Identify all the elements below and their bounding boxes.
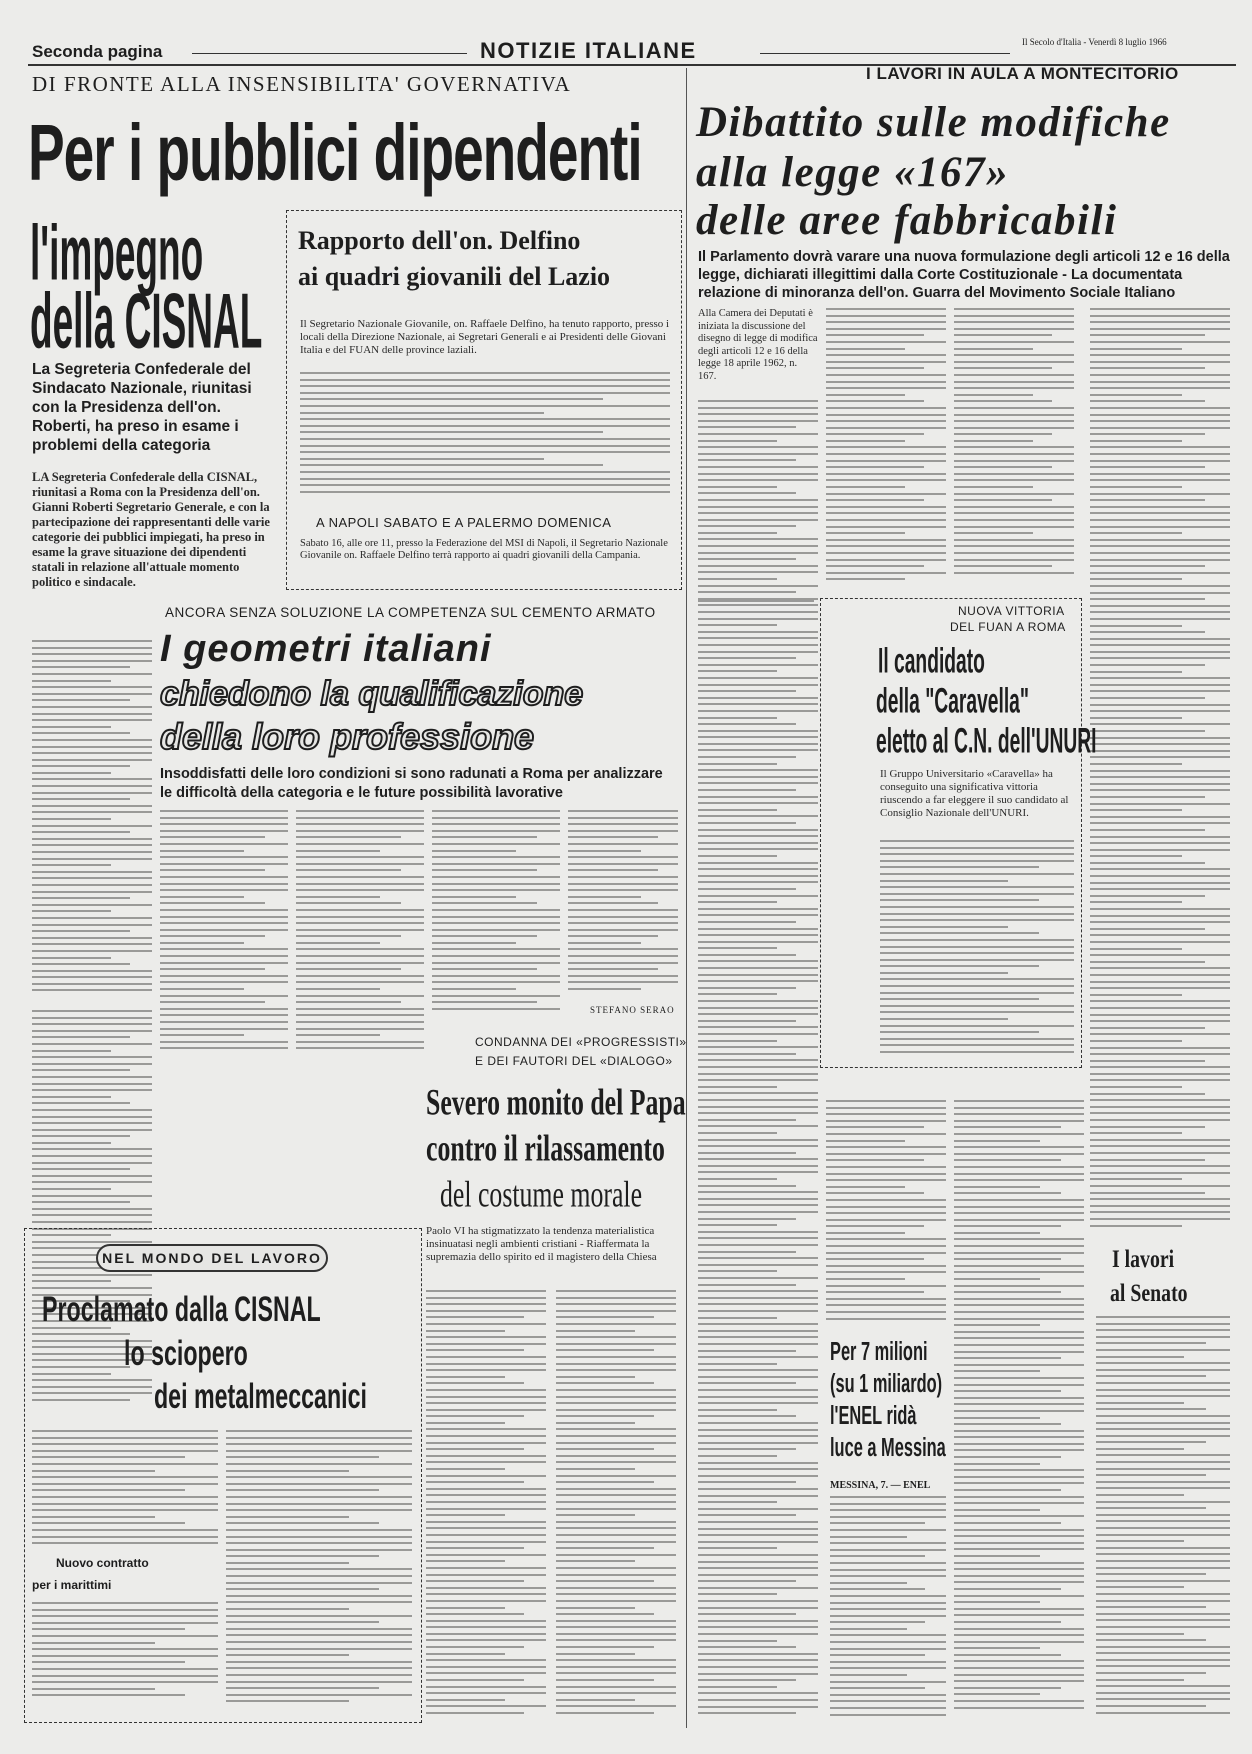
fuan-body-text — [880, 840, 1074, 1060]
papa-deck: Paolo VI ha stigmatizzato la tendenza materialistica insinuatasi negli ambienti cristiani - Riaffermata la supremazia dello spirito ed il magistero della Chiesa — [426, 1225, 657, 1263]
geometri-body-col3 — [432, 810, 560, 1020]
fuan-headline: Il candidato — [878, 640, 985, 681]
masthead-left-label: Seconda pagina — [32, 42, 163, 61]
enel-headline-line2: (su 1 miliardo) — [830, 1370, 943, 1399]
camera-body-col2 — [826, 308, 946, 588]
camera-body-col4 — [1090, 308, 1230, 1238]
fuan-headline-line2: della "Caravella" — [876, 680, 1030, 721]
senato-headline-line2: al Senato — [1110, 1278, 1188, 1307]
delfino-headline-line2: ai quadri giovanili del Lazio — [298, 262, 611, 291]
metalmeccanici-headline: Proclamato dalla CISNAL — [42, 1290, 321, 1329]
camera-body-col3 — [954, 308, 1074, 583]
delfino-sub-body: Sabato 16, alle ore 11, presso la Federazione del MSI di Napoli, il Segretario Nazionale Giovanile on. Raffaele Delfino terrà rapporto ai quadri giovanili della Campania. — [300, 538, 668, 561]
metalmeccanici-body-col2 — [226, 1430, 412, 1712]
cisnal-kicker: DI FRONTE ALLA INSENSIBILITA' GOVERNATIVA — [32, 72, 572, 96]
papa-headline-line2: contro il rilassamento — [426, 1128, 665, 1170]
center-column-rule — [686, 68, 687, 1728]
enel-body-text — [830, 1496, 946, 1721]
geometri-headline-line3: della loro professione — [160, 716, 535, 757]
metalmeccanici-headline-line3: dei metalmeccanici — [154, 1377, 367, 1416]
fuan-kicker-line2: DEL FUAN A ROMA — [950, 620, 1066, 634]
metalmeccanici-body-col1 — [32, 1430, 218, 1550]
cisnal-deck: La Segreteria Confederale del Sindacato Nazionale, riunitasi con la Presidenza dell'on. Roberti, ha preso in esame i problemi della categoria — [32, 361, 252, 454]
papa-headline: Severo monito del Papa — [426, 1082, 686, 1124]
papa-headline-line3: del costume morale — [440, 1174, 643, 1216]
senato-body-text — [1096, 1316, 1230, 1721]
papa-kicker-line2: E DEI FAUTORI DEL «DIALOGO» — [475, 1054, 673, 1068]
camera-headline: Dibattito sulle modifiche — [696, 99, 1171, 146]
enel-headline: Per 7 milioni — [830, 1338, 928, 1367]
cisnal-body-text — [32, 640, 152, 1000]
fuan-body-lead: Il Gruppo Universitario «Caravella» ha conseguito una significativa vittoria riuscendo a far eleggere il suo candidato al Consiglio Nazionale dell'UNURI. — [880, 768, 1069, 819]
delfino-headline: Rapporto dell'on. Delfino — [298, 226, 581, 255]
camera-body-col2b — [698, 600, 814, 610]
geometri-byline: STEFANO SERAO — [590, 1005, 675, 1015]
geometri-body-col4 — [568, 810, 678, 1000]
delfino-body-lead: Il Segretario Nazionale Giovanile, on. Raffaele Delfino, ha tenuto rapporto, presso i locali della Direzione Nazionale, ai Segretari Generali e ai Presidenti delle Giovani Italia e del FUAN delle province laziali. — [300, 318, 670, 356]
fuan-headline-line3: eletto al C.N. dell'UNURI — [876, 720, 1097, 761]
camera-kicker: I LAVORI IN AULA A MONTECITORIO — [866, 64, 1179, 83]
papa-body-col1 — [426, 1290, 546, 1720]
geometri-body-col1 — [160, 810, 288, 1060]
masthead-rule-right — [760, 53, 1010, 54]
masthead-rule-left — [192, 53, 467, 54]
geometri-body-col2 — [296, 810, 424, 1060]
cisnal-headline-line2a: l'impegno — [30, 209, 204, 297]
delfino-body-text — [300, 372, 670, 502]
camera-headline-line2: alla legge «167» — [696, 149, 1010, 196]
geometri-kicker: ANCORA SENZA SOLUZIONE LA COMPETENZA SUL CEMENTO ARMATO — [165, 605, 656, 620]
marittimi-subhead: Nuovo contratto — [56, 1556, 149, 1570]
section-title: NOTIZIE ITALIANE — [480, 38, 697, 63]
cisnal-body-lead: LA Segreteria Confederale della CISNAL, riunitasi a Roma con la Presidenza dell'on. Gianni Roberti Segretario Generale, e con la partecipazione dei rappresentanti delle varie categorie dei pubblici impiegati, ha preso in esame la grave situazione dei dipendenti statali in relazione all'attuale momento politico e sindacale. — [32, 470, 270, 589]
masthead-right-label: Il Secolo d'Italia - Venerdì 8 luglio 1966 — [1022, 37, 1167, 47]
metalmeccanici-label: NEL MONDO DEL LAVORO — [96, 1244, 328, 1272]
delfino-subhead: A NAPOLI SABATO E A PALERMO DOMENICA — [316, 515, 612, 530]
geometri-headline: I geometri italiani — [160, 628, 492, 670]
marittimi-subhead-line2: per i marittimi — [32, 1578, 112, 1592]
camera-body-lead: Alla Camera dei Deputati è iniziata la discussione del disegno di legge di modifica degli articoli 12 e 16 della legge 18 aprile 1962, n. 167. — [698, 308, 818, 382]
papa-kicker: CONDANNA DEI «PROGRESSISTI» — [475, 1035, 687, 1049]
camera-headline-line3: delle aree fabbricabili — [696, 197, 1118, 244]
geometri-headline-line2: chiedono la qualificazione — [160, 675, 584, 713]
enel-headline-line4: luce a Messina — [830, 1434, 946, 1463]
senato-headline: I lavori — [1112, 1244, 1175, 1273]
cisnal-headline-line2b: della CISNAL — [30, 277, 263, 365]
enel-headline-line3: l'ENEL ridà — [830, 1402, 917, 1431]
enel-dateline: MESSINA, 7. — ENEL — [830, 1480, 931, 1491]
papa-body-col2 — [556, 1290, 676, 1720]
camera-body-col5 — [826, 1100, 946, 1330]
marittimi-body — [32, 1602, 218, 1702]
camera-deck: Il Parlamento dovrà varare una nuova formulazione degli articoli 12 e 16 della legge, dichiarati illegittimi dalla Corte Costituzionale - La documentata relazione di minoranza dell'on. Guarra del Movimento Sociale Italiano — [698, 249, 1230, 301]
camera-body-col1 — [698, 400, 818, 1720]
geometri-deck: Insoddisfatti delle loro condizioni si sono radunati a Roma per analizzare le difficoltà della categoria e le future possibilità lavorative — [160, 766, 663, 801]
camera-body-col6 — [954, 1100, 1084, 1720]
cisnal-headline: Per i pubblici dipendenti — [28, 107, 642, 198]
fuan-kicker: NUOVA VITTORIA — [958, 604, 1065, 618]
metalmeccanici-headline-line2: lo sciopero — [124, 1334, 248, 1373]
